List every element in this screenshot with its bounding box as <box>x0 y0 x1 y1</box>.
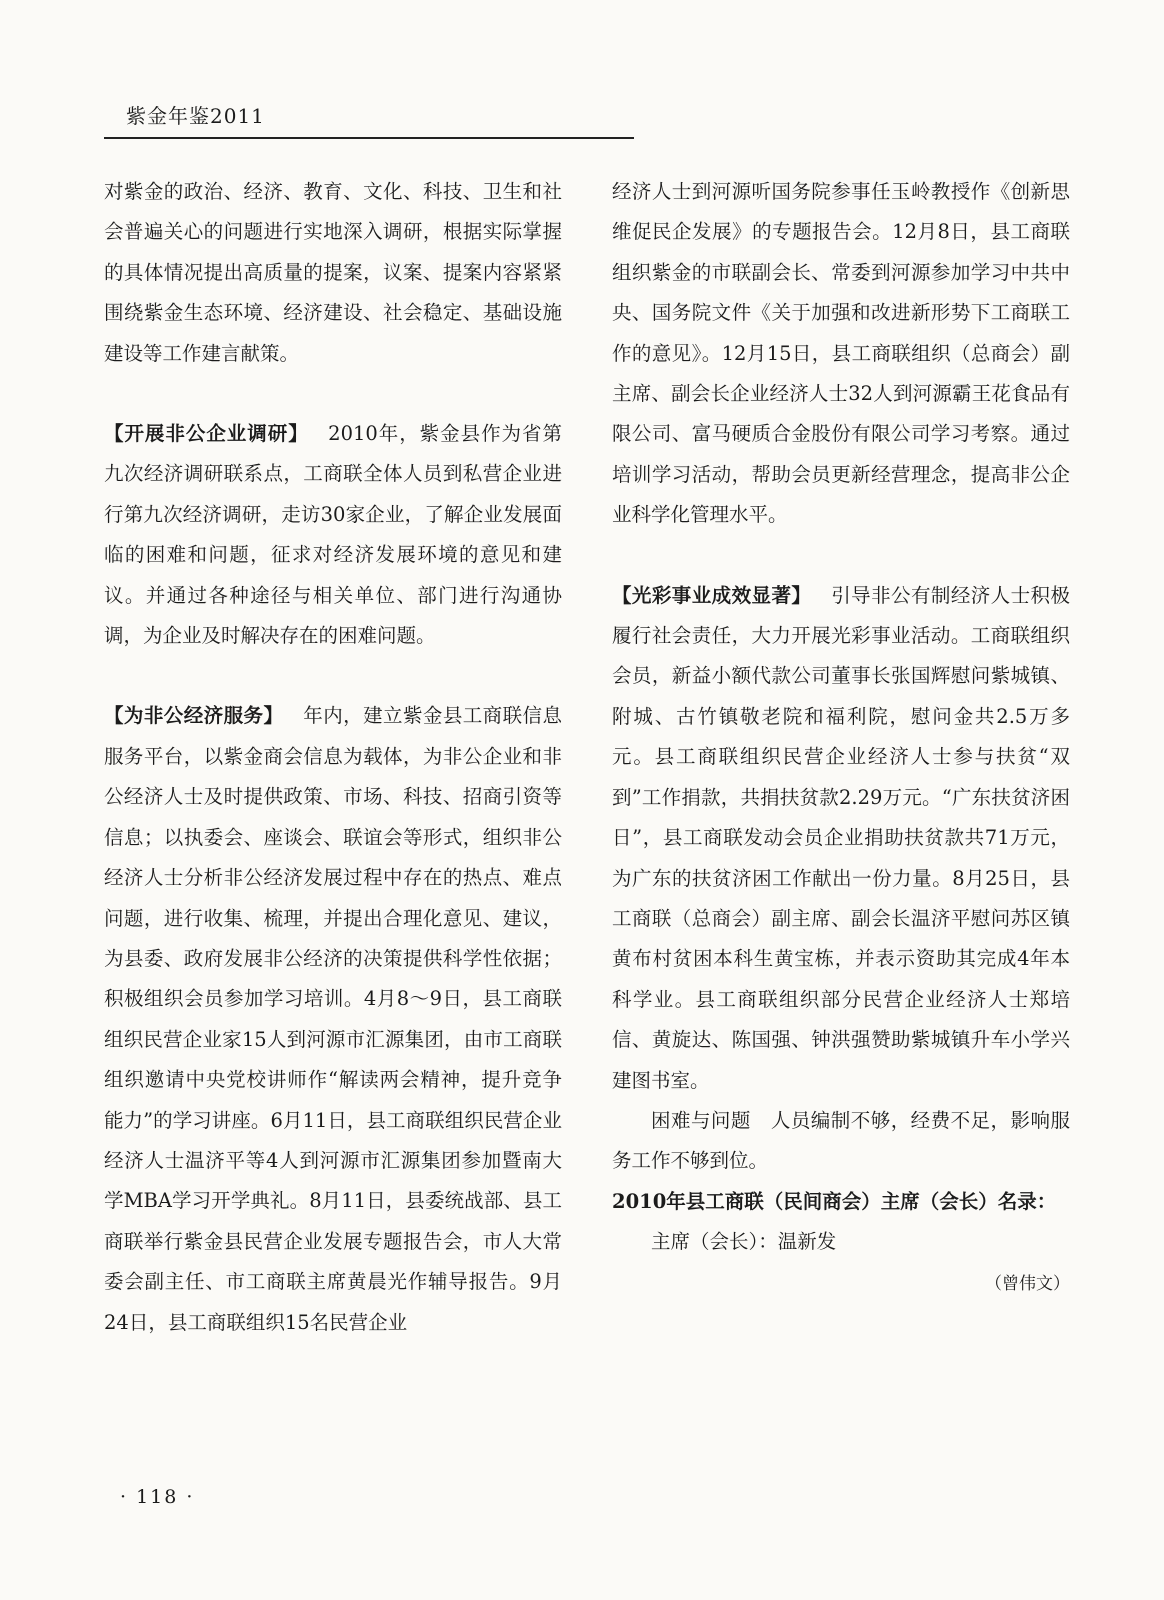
difficulties-body: 人员编制不够，经费不足，影响服务工作不够到位。 <box>612 1108 1070 1173</box>
chairman-entry: 主席（会长）：温新发 <box>651 1230 837 1254</box>
right-column <box>612 172 1070 1299</box>
section-service <box>104 696 562 1343</box>
paragraph-gap <box>612 536 1070 576</box>
list-title: 2010年县工商联（民间商会）主席（会长）名录： <box>612 1189 1057 1213</box>
difficulties-label: 困难与问题 <box>651 1108 751 1132</box>
running-header: 紫金年鉴2011 <box>126 104 265 128</box>
continued-paragraph: 经济人士到河源听国务院参事任玉岭教授作《创新思维促民企发展》的专题报告会。12月8日，县工商联组织紫金的市联副会长、常委到河源参加学习中共中央、国务院文件《关于加强和改进新形势下工商联工作的意见》。12月15日，县工商联组织（总商会）副主席、副会长企业经济人士32人到河源霸王花食品有限公司、富马硬质合金股份有限公司学习考察。通过培训学习活动，帮助会员更新经营理念，提高非公企业科学化管理水平。 <box>612 180 1070 527</box>
section-body: 年内，建立紫金县工商联信息服务平台，以紫金商会信息为载体，为非公企业和非公经济人士及时提供政策、市场、科技、招商引资等信息；以执委会、座谈会、联谊会等形式，组织非公经济人士分析非公经济发展过程中存在的热点、难点问题，进行收集、梳理，并提出合理化意见、建议，为县委、政府发展非公经济的决策提供科学性依据；积极组织会员参加学习培训。4月8～9日，县工商联组织民营企业家15人到河源市汇源集团，由市工商联组织邀请中央党校讲师作“解读两会精神，提升竞争能力”的学习讲座。6月11日，县工商联组织民营企业经济人士温济平等4人到河源市汇源集团参加暨南大学MBA学习开学典礼。8月11日，县委统战部、县工商联举行紫金县民营企业发展专题报告会，市人大常委会副主任、市工商联主席黄晨光作辅导报告。9月24日，县工商联组织15名民营企业 <box>104 704 562 1334</box>
page-number: · 118 · <box>120 1486 195 1508</box>
section-title: 【为非公经济服务】 <box>104 704 284 728</box>
section-body: 引导非公有制经济人士积极履行社会责任，大力开展光彩事业活动。工商联组织会员，新益小额代款公司董事长张国辉慰问紫城镇、附城、古竹镇敬老院和福利院，慰问金共2.5万多元。县工商联组织民营企业经济人士参与扶贫“双到”工作捐款，共捐扶贫款2.29万元。“广东扶贫济困日”，县工商联发动会员企业捐助扶贫款共71万元，为广东的扶贫济困工作献出一份力量。8月25日，县工商联（总商会）副主席、副会长温济平慰问苏区镇黄布村贫困本科生黄宝栋，并表示资助其完成4年本科学业。县工商联组织部分民营企业经济人士郑培信、黄旋达、陈国强、钟洪强赞助紫城镇升车小学兴建图书室。 <box>612 583 1070 1092</box>
intro-paragraph: 对紫金的政治、经济、教育、文化、科技、卫生和社会普遍关心的问题进行实地深入调研，根据实际掌握的具体情况提出高质量的提案，议案、提案内容紧紧围绕紫金生态环境、经济建设、社会稳定、基础设施建设等工作建言献策。 <box>104 180 562 365</box>
section-guangcai <box>612 576 1070 1101</box>
header-rule <box>104 137 634 139</box>
section-body: 2010年，紫金县作为省第九次经济调研联系点，工商联全体人员到私营企业进行第九次经济调研，走访30家企业，了解企业发展面临的困难和问题，征求对经济发展环境的意见和建议。并通过各种途径与相关单位、部门进行沟通协调，为企业及时解决存在的困难问题。 <box>104 422 562 648</box>
section-title: 【光彩事业成效显著】 <box>612 583 812 607</box>
section-title: 【开展非公企业调研】 <box>104 422 309 446</box>
paragraph-gap <box>104 656 562 696</box>
left-column <box>104 172 562 1343</box>
difficulties-paragraph <box>612 1101 1070 1182</box>
author-credit: （曾伟文） <box>985 1273 1070 1294</box>
paragraph-gap <box>104 374 562 414</box>
section-research <box>104 414 562 656</box>
